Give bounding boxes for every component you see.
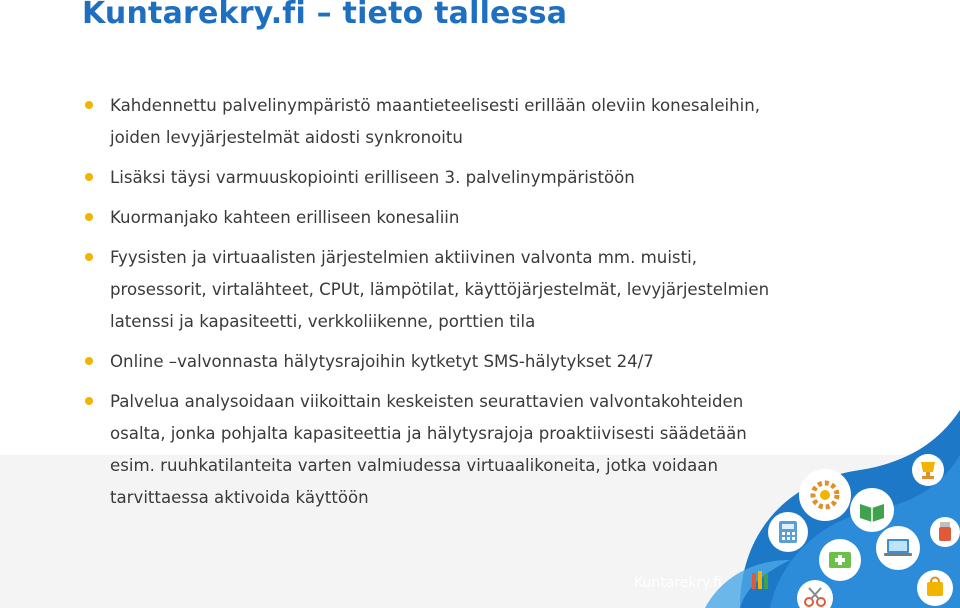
list-item (84, 202, 844, 234)
bullet-line: Lisäksi täysi varmuuskopiointi erilliseen 3. palvelinympäristöön (110, 168, 635, 187)
bullet-line: osalta, jonka pohjalta kapasiteettia ja hälytysrajoja proaktiivisesti säädetään (110, 424, 747, 443)
bullet-line: prosessorit, virtalähteet, CPUt, lämpötilat, käyttöjärjestelmät, levyjärjestelmien (110, 280, 770, 299)
bullet-line: joiden levyjärjestelmät aidosti synkronoitu (110, 128, 463, 147)
bullet-line: tarvittaessa aktivoida käyttöön (110, 488, 369, 507)
bullet-line: Online –valvonnasta hälytysrajoihin kytketyt SMS-hälytykset 24/7 (110, 352, 654, 371)
bullet-line: esim. ruuhkatilanteita varten valmiudessa virtuaalikoneita, jotka voidaan (110, 456, 718, 475)
calculator-icon (779, 521, 797, 543)
first-aid-icon (829, 552, 851, 568)
list-item (84, 386, 844, 514)
footer-brand: Kuntarekry.fi (634, 575, 722, 591)
list-item (84, 162, 844, 194)
medicine-bottle-icon (939, 522, 951, 541)
bullet-line: Fyysisten ja virtuaalisten järjestelmien aktiivinen valvonta mm. muisti, (110, 248, 697, 267)
list-item (84, 346, 844, 378)
bullet-list (84, 90, 844, 522)
bullet-line: Kahdennettu palvelinympäristö maantieteelisesti erillään oleviin konesaleihin, (110, 96, 761, 115)
page-title: Kuntarekry.fi – tieto tallessa (82, 0, 568, 31)
list-item (84, 90, 844, 154)
bullet-line: Palvelua analysoidaan viikoittain keskeisten seurattavien valvontakohteiden (110, 392, 744, 411)
list-item (84, 242, 844, 338)
trophy-icon (921, 462, 935, 479)
bullet-line: latenssi ja kapasiteetti, verkkoliikenne, porttien tila (110, 312, 536, 331)
laptop-icon (884, 539, 912, 556)
bullet-line: Kuormanjako kahteen erilliseen konesaliin (110, 208, 460, 227)
